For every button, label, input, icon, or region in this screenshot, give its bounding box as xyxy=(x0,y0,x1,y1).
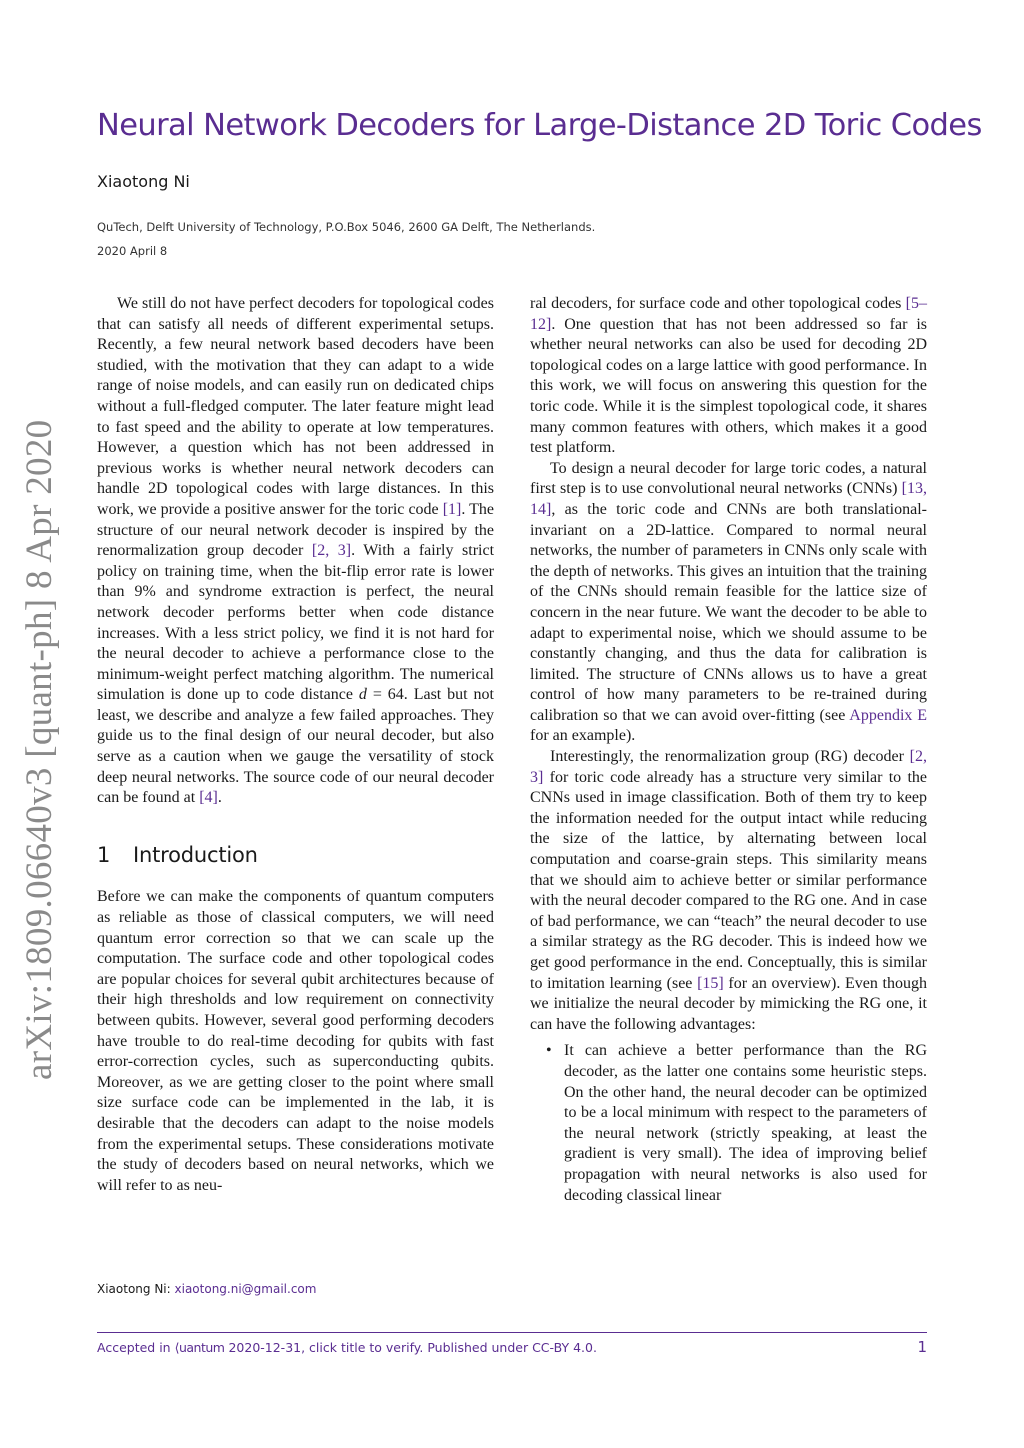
left-column xyxy=(97,294,494,1196)
footer-license-text: 2020-12-31, click title to verify. Published under CC-BY 4.0. xyxy=(224,1340,597,1355)
journal-name: uantum xyxy=(178,1340,225,1355)
citation-link[interactable]: Appendix E xyxy=(849,706,928,724)
citation-link[interactable]: [5–12] xyxy=(530,295,927,333)
introduction-paragraph: Before we can make the components of quantum computers as reliable as those of classical computers, we will need quantum error correction so that we can scale up the computation. The surface code and other topological codes are popular choices for several qubit architectures because of their high thresholds and low requirement on connectivity between qubits. However, several good performing decoders have trouble to do real-time decoding for qubits with fast error-correction cycles, such as superconducting qubits. Moreover, as we are getting closer to the point where small size surface code can be implemented in the lab, it is desirable that the decoders can adapt to the noise models from the experimental setups. These considerations motivate the study of decoders based on neural networks, which we will refer to as neu- xyxy=(97,888,494,1194)
math-expression: d = 64 xyxy=(358,686,404,704)
section-number: 1 xyxy=(97,842,111,867)
footer-accepted-label: Accepted in xyxy=(97,1340,175,1355)
citation-link[interactable]: [13, 14] xyxy=(530,480,927,518)
advantages-list xyxy=(530,1041,927,1206)
body-paragraph-2: To design a neural decoder for large toric codes, a natural first step is to use convolutional neural networks (CNNs) [13, 14], as the toric code and CNNs are both translational-invariant on a 2D-lattice. Compared to normal neural networks, the number of parameters in CNNs only scale with the depth of networks. This gives an intuition that the training of the CNNs should remain feasible for the lattice size of concern in the near future. We want the decoder to be able to adapt to experimental noise, which we should assume to be constantly changing, and thus the data for calibration is limited. The structure of CNNs allows us to have a great control of how many parameters to be re-trained during calibration so that we can avoid over-fitting (see Appendix E for an example). xyxy=(530,459,928,745)
footer-divider xyxy=(97,1332,927,1333)
bullet-icon: • xyxy=(546,1042,552,1060)
citation-link[interactable]: [2, 3] xyxy=(530,748,927,786)
publication-date: 2020 April 8 xyxy=(97,244,168,258)
list-item xyxy=(530,1041,927,1206)
author-email-link[interactable]: xiaotong.ni@gmail.com xyxy=(174,1282,317,1296)
body-paragraph-1: ral decoders, for surface code and other topological codes [5–12]. One question that has not been addressed so far is whether neural networks can also be used for decoding 2D topological codes on a large lattice with good performance. In this work, we will focus on answering this question for the toric code. While it is the simplest topological code, it shares many common features with others, which makes it a good test platform. xyxy=(530,295,927,457)
abstract-paragraph: We still do not have perfect decoders for topological codes that can satisfy all needs of different experimental setups. Recently, a few neural network based decoders have been studied, with the motivation that they can adapt to a wide range of noise models, and can easily run on dedicated chips without a full-fledged computer. The later feature might lead to fast speed and the ability to operate at low temperatures. However, a question which has not been addressed in previous works is whether neural network decoders can handle 2D topological codes with large distances. In this work, we provide a positive answer for the toric code [1]. The structure of our neural network decoder is inspired by the renormalization group decoder [2, 3]. With a fairly strict policy on training time, when the bit-flip error rate is lower than 9% and syndrome extraction is perfect, the neural network decoder performs better when code distance increases. With a less strict policy, we find it is not hard for the neural decoder to achieve a performance close to the minimum-weight perfect matching algorithm. The numerical simulation is done up to code distance d = 64. Last but not least, we describe and analyze a few failed approaches. They guide us to the final design of our neural decoder, but also serve as a caution when we gauge the versatility of stock deep neural networks. The source code of our neural decoder can be found at [4]. xyxy=(97,295,495,807)
citation-link[interactable]: [15] xyxy=(697,974,724,992)
citation-link[interactable]: [4] xyxy=(199,789,218,807)
quantum-journal-logo: ⟨uantum xyxy=(174,1340,225,1355)
arxiv-identifier-stamp: arXiv:1809.06640v3 [quant-ph] 8 Apr 2020 xyxy=(19,419,60,1080)
section-heading-introduction xyxy=(97,842,494,867)
footer-license-line[interactable] xyxy=(97,1340,597,1355)
section-title: Introduction xyxy=(133,842,258,867)
citation-link[interactable]: [2, 3] xyxy=(311,542,352,560)
author-name: Xiaotong Ni xyxy=(97,172,190,191)
list-item-text: It can achieve a better performance than the RG decoder, as the latter one contains some heuristic steps. On the other hand, the neural decoder can be optimized to be a local minimum with respect to the parameters of the neural network (strictly speaking, at least the gradient is very small). The idea of improving belief propagation with neural networks is also used for decoding classical linear xyxy=(564,1042,927,1204)
citation-link[interactable]: [1] xyxy=(442,500,462,518)
right-column xyxy=(530,294,927,1206)
paper-title[interactable]: Neural Network Decoders for Large-Distance 2D Toric Codes xyxy=(97,108,982,143)
body-paragraph-3: Interestingly, the renormalization group (RG) decoder [2, 3] for toric code already has a structure very similar to the CNNs used in image classification. Both of them try to keep the information needed for the output intact while reducing the size of the lattice, by alternating between local computation and coarse-grain steps. This similarity means that we should aim to achieve better or similar performance with the neural decoder compared to the RG one. And in case of bad performance, we can “teach” the neural decoder to use a similar strategy as the RG decoder. This is indeed how we get good performance in the end. Conceptually, this is similar to imitation learning (see [15] for an overview). Even though we initialize the neural decoder by mimicking the RG one, it can have the following advantages: xyxy=(530,748,928,1033)
page-number: 1 xyxy=(917,1338,927,1356)
footnote-label: Xiaotong Ni: xyxy=(97,1282,175,1296)
author-footnote xyxy=(97,1282,316,1296)
author-affiliation: QuTech, Delft University of Technology, P.O.Box 5046, 2600 GA Delft, The Netherlands. xyxy=(97,220,596,234)
